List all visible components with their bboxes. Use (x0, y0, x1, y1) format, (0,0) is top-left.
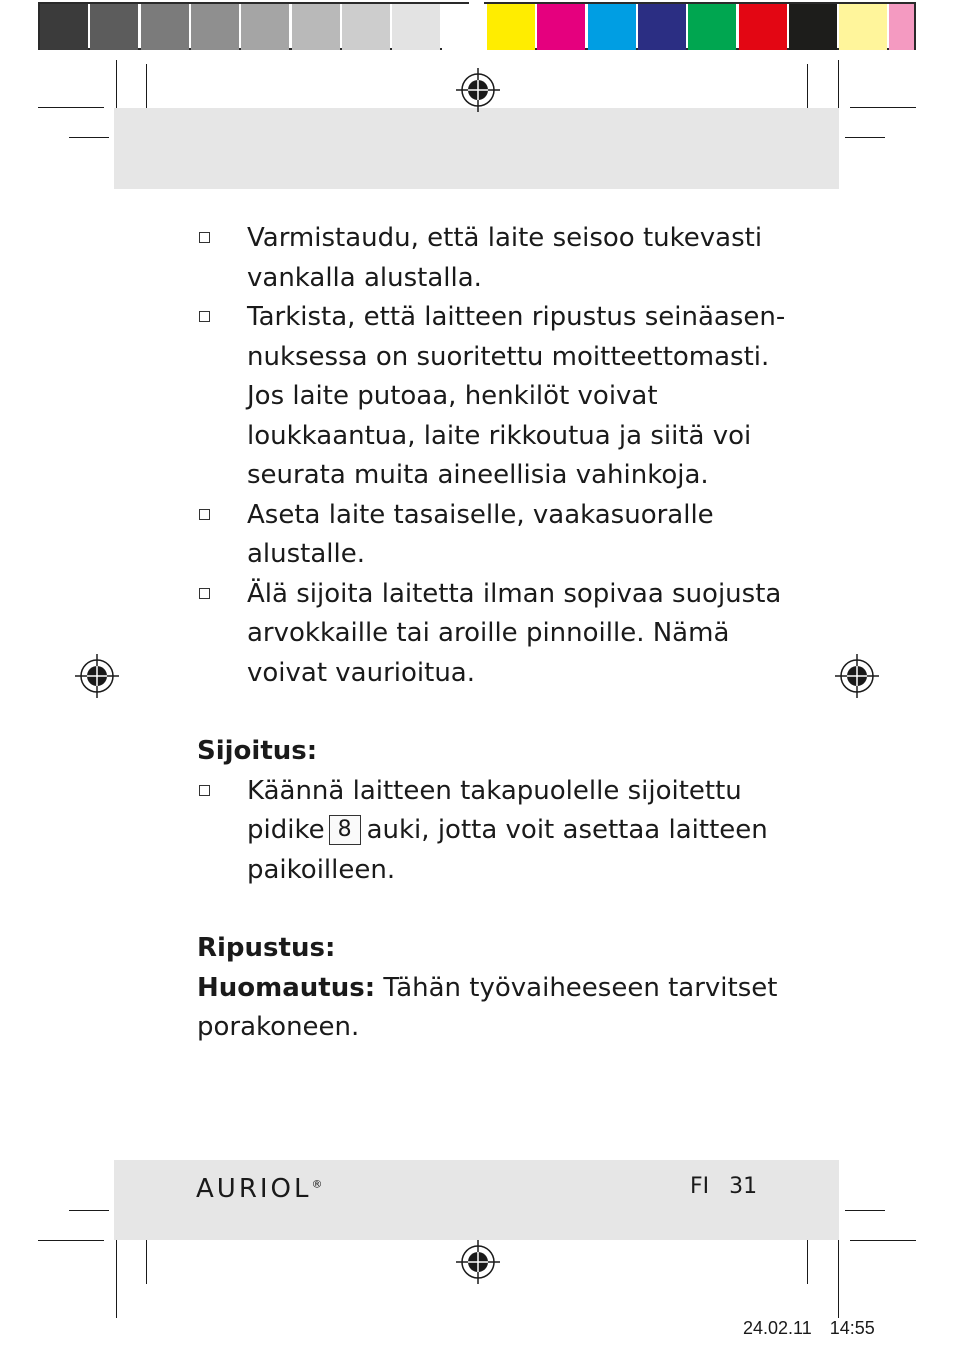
section-heading-ripustus: Ripustus: (197, 933, 336, 963)
crop-mark (845, 1210, 885, 1211)
print-timestamp (743, 1318, 875, 1339)
gray-swatch (90, 4, 138, 50)
note-label: Huomautus: (197, 972, 376, 1003)
gray-swatch (342, 4, 390, 50)
registration-mark-icon (456, 68, 500, 112)
list-item-text: Älä sijoita laitetta ilman sopivaa suojusta arvokkaille tai aroille pinnoille. Nämä voivat vaurioitua. (247, 578, 782, 688)
color-swatch (789, 4, 837, 50)
brand-name: AURIOL (196, 1174, 312, 1204)
section-heading-sijoitus: Sijoitus: (197, 736, 318, 766)
list-item (197, 298, 797, 496)
checkbox-bullet-icon (199, 588, 210, 599)
checkbox-bullet-icon (199, 311, 210, 322)
crop-mark (850, 1240, 916, 1241)
list-item-text: auki, jotta voit asettaa laitteen paikoilleen. (247, 815, 768, 885)
crop-mark (69, 137, 109, 138)
list-item-text: Aseta laite tasaiselle, vaakasuoralle alustalle. (247, 499, 714, 569)
checkbox-bullet-icon (199, 785, 210, 796)
gray-swatch (292, 4, 340, 50)
color-swatch (688, 4, 736, 50)
print-date: 24.02.11 (743, 1318, 812, 1338)
crop-mark (116, 1232, 117, 1318)
header-band (114, 108, 839, 189)
list-item (197, 496, 797, 575)
crop-mark (38, 1240, 104, 1241)
print-time: 14:55 (829, 1318, 875, 1338)
page-number: 31 (729, 1174, 758, 1199)
registration-mark-icon (456, 1240, 500, 1284)
checkbox-bullet-icon (199, 232, 210, 243)
gray-swatch (241, 4, 289, 50)
language-code: FI (690, 1174, 710, 1199)
list-item (197, 219, 797, 298)
gray-swatch (141, 4, 189, 50)
gray-swatch (191, 4, 239, 50)
list-item-text: Käännä laitteen takapuolelle sijoitettu pidike (247, 775, 742, 845)
crop-mark (38, 107, 104, 108)
note-text: Tähän työvaiheeseen tarvitset porakoneen. (197, 972, 778, 1042)
color-swatch (588, 4, 636, 50)
list-item-text: Tarkista, että laitteen ripustus seinäasen-nuksessa on suoritettu moitteettomasti. Jos laite putoaa, henkilöt voivat loukkaantua, laite rikkoutua ja siitä voi seurata muita aineellisia vahinkoja. (247, 302, 786, 490)
list-item (197, 772, 797, 891)
color-swatch (638, 4, 686, 50)
gray-swatch (392, 4, 440, 50)
crop-mark (845, 137, 885, 138)
page-indicator (690, 1174, 757, 1199)
crop-mark (838, 1232, 839, 1318)
color-swatch (537, 4, 585, 50)
brand-logo (196, 1174, 323, 1204)
registration-mark-icon (835, 654, 879, 698)
color-swatch (739, 4, 787, 50)
registration-mark-icon (75, 654, 119, 698)
checkbox-bullet-icon (199, 509, 210, 520)
list-item (197, 575, 797, 694)
gray-swatch (442, 4, 490, 50)
crop-mark (69, 1210, 109, 1211)
crop-mark (850, 107, 916, 108)
gray-swatch (40, 4, 88, 50)
note-paragraph (197, 969, 797, 1048)
list-item-text: Varmistaudu, että laite seisoo tukevasti vankalla alustalla. (247, 223, 763, 293)
color-swatch (889, 4, 914, 50)
registered-mark: ® (311, 1177, 323, 1191)
manual-content (197, 219, 797, 1048)
color-swatch (839, 4, 887, 50)
color-swatch (487, 4, 535, 50)
part-reference-number: 8 (329, 815, 361, 845)
